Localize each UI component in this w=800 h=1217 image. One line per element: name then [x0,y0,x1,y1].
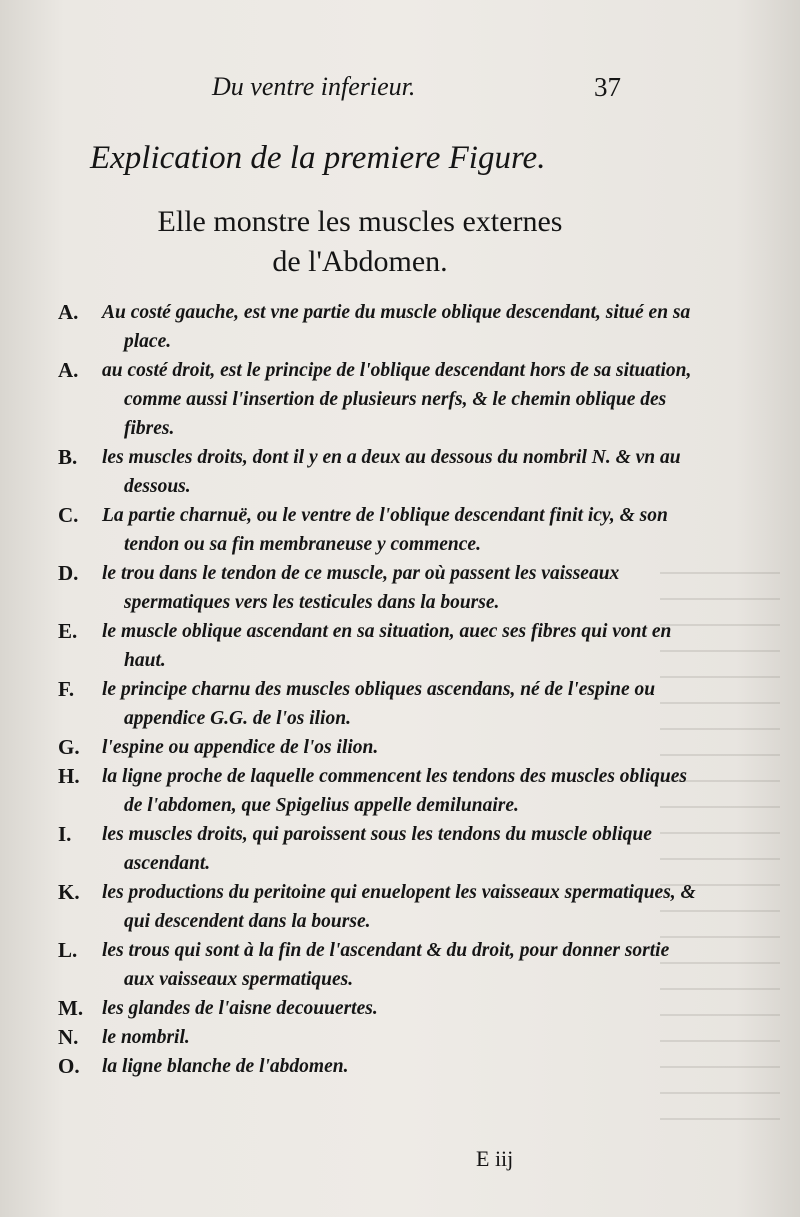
legend-text: les muscles droits, dont il y en a deux au dessous du nombril N. & vn au dessous. [102,447,681,497]
figure-legend [58,298,698,1081]
legend-text: la ligne proche de laquelle commencent les tendons des muscles obliques de l'abdomen, que Spigelius appelle demilunaire. [102,766,687,816]
legend-entry [58,617,698,675]
legend-text: les productions du peritoine qui enuelopent les vaisseaux spermatiques, & qui descendent dans la bourse. [102,882,696,932]
legend-letter: F. [58,677,75,701]
legend-text: La partie charnuë, ou le ventre de l'oblique descendant finit icy, & son tendon ou sa fin membraneuse y commence. [102,505,668,555]
legend-letter: O. [58,1054,80,1078]
legend-entry [58,443,698,501]
legend-letter: N. [58,1025,79,1049]
running-head [0,72,800,112]
legend-letter: A. [58,300,79,324]
legend-letter: K. [58,880,80,904]
legend-letter: M. [58,996,84,1020]
legend-entry [58,878,698,936]
legend-text: les glandes de l'aisne decouuertes. [102,998,378,1019]
legend-letter: L. [58,938,78,962]
legend-text: les trous qui sont à la fin de l'ascendant & du droit, pour donner sortie aux vaisseaux spermatiques. [102,940,670,990]
legend-text: le principe charnu des muscles obliques ascendans, né de l'espine ou appendice G.G. de l'os ilion. [102,679,656,729]
legend-text: Au costé gauche, est vne partie du muscle oblique descendant, situé en sa place. [102,302,691,352]
subtitle-line: de l'Abdomen. [272,245,448,278]
legend-letter: I. [58,822,72,846]
legend-entry [58,559,698,617]
running-title: Du ventre inferieur. [212,72,416,101]
legend-entry [58,1023,698,1052]
legend-entry [58,820,698,878]
legend-letter: E. [58,619,78,643]
legend-text: l'espine ou appendice de l'os ilion. [102,737,379,758]
legend-entry [58,1052,698,1081]
legend-text: le trou dans le tendon de ce muscle, par où passent les vaisseaux spermatiques vers les testicules dans la bourse. [102,563,620,613]
subtitle [100,202,620,282]
legend-entry [58,994,698,1023]
legend-letter: C. [58,503,79,527]
legend-entry [58,762,698,820]
legend-letter: B. [58,445,78,469]
legend-letter: G. [58,735,80,759]
legend-entry [58,675,698,733]
legend-letter: H. [58,764,80,788]
section-title: Explication de la premiere Figure. [90,140,546,176]
legend-entry [58,356,698,443]
legend-text: au costé droit, est le principe de l'oblique descendant hors de sa situation, comme aussi l'insertion de plusieurs nerfs, & le chemin oblique des fibres. [102,360,692,439]
legend-letter: A. [58,358,79,382]
legend-text: la ligne blanche de l'abdomen. [102,1056,349,1077]
legend-text: le nombril. [102,1027,190,1048]
signature-mark: E iij [476,1146,514,1171]
legend-letter: D. [58,561,79,585]
legend-entry [58,936,698,994]
legend-entry [58,501,698,559]
legend-text: le muscle oblique ascendant en sa situation, auec ses fibres qui vont en haut. [102,621,672,671]
subtitle-line: Elle monstre les muscles externes [157,205,563,238]
legend-entry [58,298,698,356]
page-number: 37 [594,72,621,102]
legend-entry [58,733,698,762]
legend-text: les muscles droits, qui paroissent sous les tendons du muscle oblique ascendant. [102,824,652,874]
